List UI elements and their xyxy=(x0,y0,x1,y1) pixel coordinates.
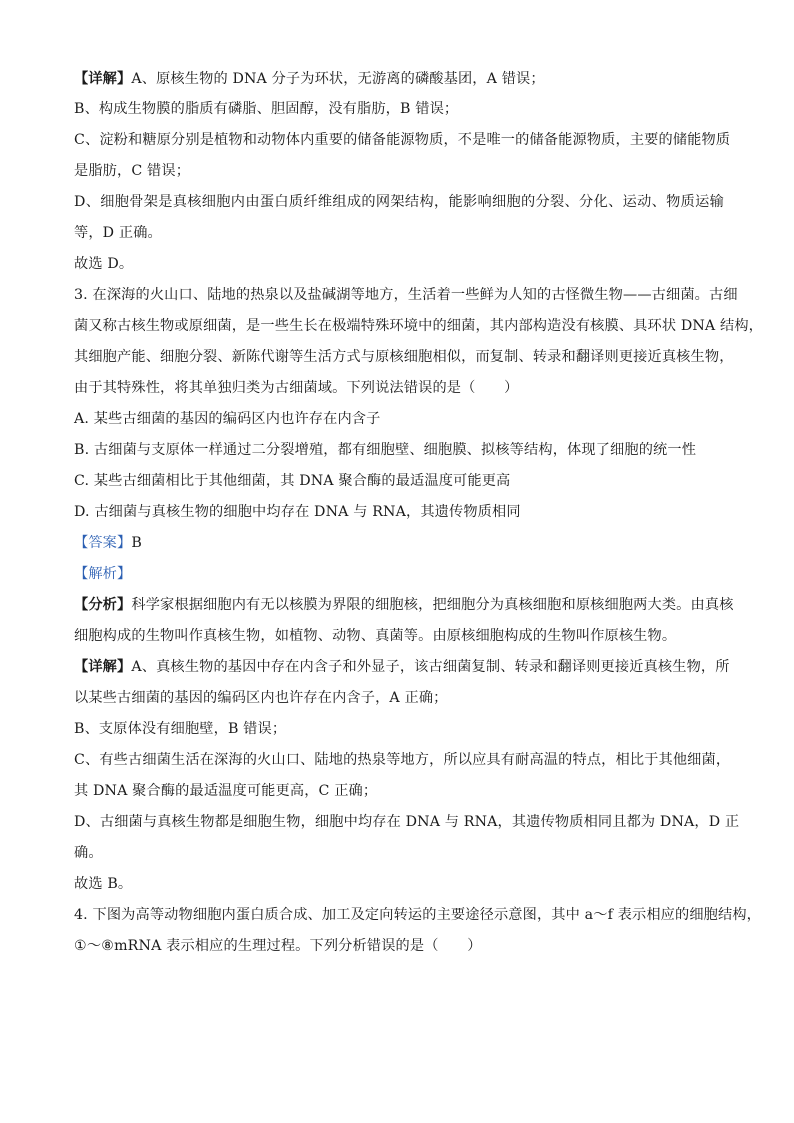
answer-value: B xyxy=(131,535,142,551)
analysis-tag: 【解析】 xyxy=(74,566,132,582)
analysis-line-2: 细胞构成的生物叫作真核生物，如植物、动物、真菌等。由原核细胞构成的生物叫作原核生物。 xyxy=(74,628,677,644)
question-4-stem-1: 4. 下图为高等动物细胞内蛋白质合成、加工及定向转运的主要途径示意图，其中 a～f 表示相应的细胞结构， xyxy=(74,907,762,923)
detail-tag: 【详解】 xyxy=(74,71,132,87)
detail-line-a-cont: 以某些古细菌的基因的编码区内也许存在内含子，A 正确； xyxy=(74,690,448,706)
explanation-line-d-cont: 等，D 正确。 xyxy=(74,225,162,241)
detail-line-a: 【详解】A、真核生物的基因中存在内含子和外显子，该古细菌复制、转录和翻译则更接近真核生物，所 xyxy=(74,659,730,675)
question-3-stem-3: 其细胞产能、细胞分裂、新陈代谢等生活方式与原核细胞相似，而复制、转录和翻译则更接近真核生物， xyxy=(74,349,734,365)
detail-line-d-cont: 确。 xyxy=(74,845,103,861)
option-a: A. 某些古细菌的基因的编码区内也许存在内含子 xyxy=(74,411,381,427)
analysis-heading xyxy=(74,564,724,584)
question-4-stem-2: ①～⑧mRNA 表示相应的生理过程。下列分析错误的是（ ） xyxy=(74,938,482,954)
detail-line-b: B、支原体没有细胞壁，B 错误； xyxy=(74,721,287,737)
analysis-sub-tag: 【分析】 xyxy=(74,597,132,613)
option-b: B. 古细菌与支原体一样通过二分裂增殖，都有细胞壁、细胞膜、拟核等结构，体现了细胞的统一性 xyxy=(74,442,697,458)
option-c: C. 某些古细菌相比于其他细菌，其 DNA 聚合酶的最适温度可能更高 xyxy=(74,473,511,489)
detail-line-d: D、古细菌与真核生物都是细胞生物，细胞中均存在 DNA 与 RNA，其遗传物质相同且都为 DNA，D 正 xyxy=(74,814,740,830)
answer-line xyxy=(74,533,724,553)
answer-choice-line-2: 故选 B。 xyxy=(74,876,133,892)
answer-tag: 【答案】 xyxy=(74,535,132,551)
analysis-line-1: 【分析】科学家根据细胞内有无以核膜为界限的细胞核，把细胞分为真核细胞和原核细胞两大类。由真核 xyxy=(74,597,734,613)
detail-line-c: C、有些古细菌生活在深海的火山口、陆地的热泉等地方，所以应具有耐高温的特点，相比于其他细菌， xyxy=(74,752,731,768)
explanation-line-a: 【详解】A、原核生物的 DNA 分子为环状，无游离的磷酸基团，A 错误； xyxy=(74,71,545,87)
question-3-stem-4: 由于其特殊性，将其单独归类为古细菌域。下列说法错误的是（ ） xyxy=(74,380,519,396)
explanation-line-c: C、淀粉和糖原分别是植物和动物体内重要的储备能源物质，不是唯一的储备能源物质，主要的储能物质 xyxy=(74,132,731,148)
explanation-line-d: D、细胞骨架是真核细胞内由蛋白质纤维组成的网架结构，能影响细胞的分裂、分化、运动、物质运输 xyxy=(74,194,724,210)
explanation-line-c-cont: 是脂肪，C 错误； xyxy=(74,163,191,179)
option-d: D. 古细菌与真核生物的细胞中均存在 DNA 与 RNA，其遗传物质相同 xyxy=(74,504,521,520)
question-3-stem-2: 菌又称古核生物或原细菌，是一些生长在极端特殊环境中的细菌，其内部构造没有核膜、具环状 DNA 结构， xyxy=(74,318,763,334)
detail-tag-2: 【详解】 xyxy=(74,659,132,675)
detail-line-c-cont: 其 DNA 聚合酶的最适温度可能更高，C 正确； xyxy=(74,783,378,799)
question-3-stem-1: 3. 在深海的火山口、陆地的热泉以及盐碱湖等地方，生活着一些鲜为人知的古怪微生物——古细菌。古细 xyxy=(74,287,738,303)
explanation-line-b: B、构成生物膜的脂质有磷脂、胆固醇，没有脂肪，B 错误； xyxy=(74,101,459,117)
answer-choice-line: 故选 D。 xyxy=(74,256,134,272)
